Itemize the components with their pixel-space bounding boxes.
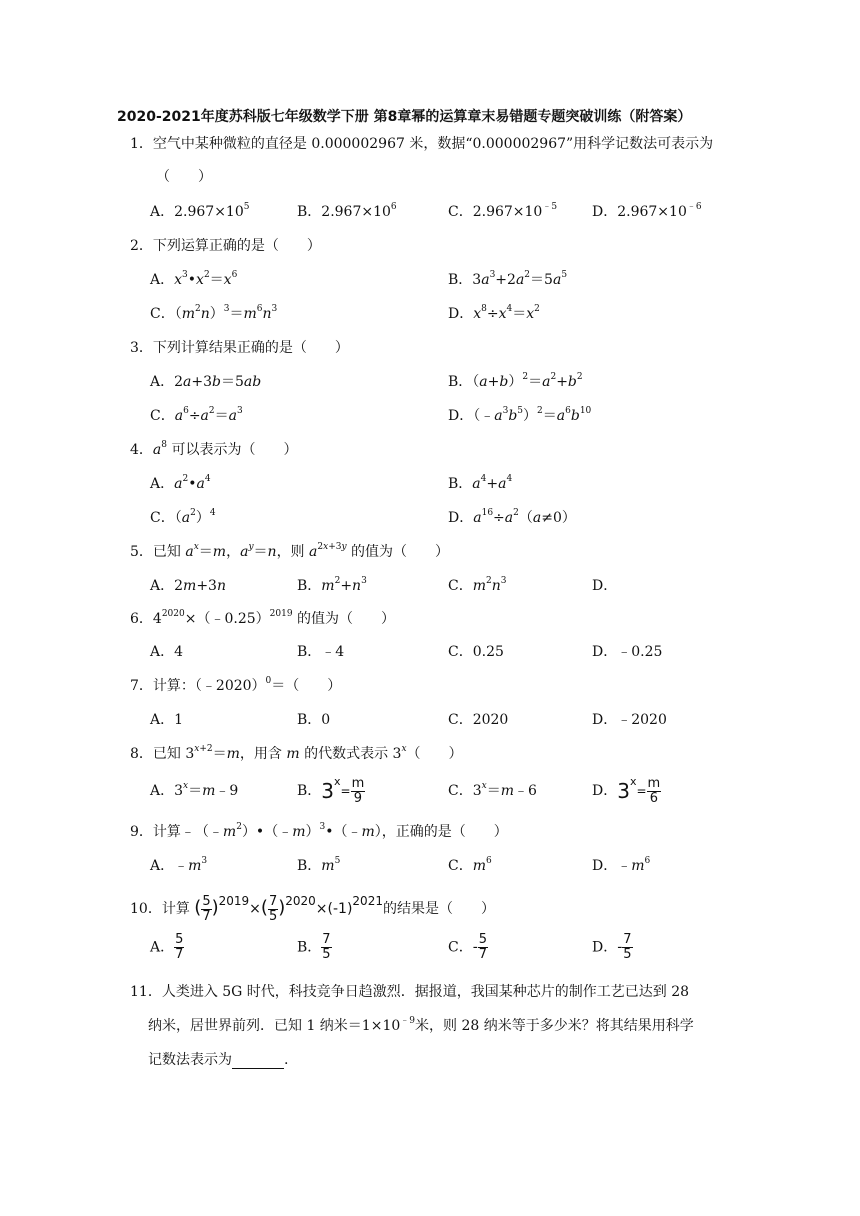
q8-option-d: D．$3^x=$ $\frac{m}{6}$: [592, 775, 661, 806]
q8-option-b: B．$3^x=$ $\frac{m}{9}$: [297, 775, 365, 806]
question-6-stem: 6．$4^{2020}\times(﹣0.25)^{2019}$ 的值为（ ）: [130, 609, 395, 627]
question-2-stem: 2．下列运算正确的是（ ）: [130, 238, 321, 254]
q7-option-d: D．﹣2020: [592, 712, 667, 728]
q6-option-d: D．﹣0.25: [592, 644, 663, 660]
q5-option-a: A．2m+3n: [150, 578, 226, 594]
answer-blank[interactable]: [232, 1054, 284, 1069]
q3-option-c: C．$a^6\div a^2=a^3$: [150, 406, 243, 424]
question-10-stem: 10．计算 ( $\frac{5}{7}$ )2019×( $\frac{7}{5}$ )2020×(-1)2021的结果是（ ）: [130, 893, 495, 924]
question-11-line-3: 记数法表示为 .: [148, 1052, 289, 1068]
question-9-stem: 9．计算$﹣(﹣m^2)•(﹣m)^3•(﹣m)$，正确的是（ ）: [130, 822, 508, 840]
question-11-line-1: 11．人类进入 5G 时代，科技竞争日趋激烈．据报道，我国某种芯片的制作工艺已达到 28: [130, 984, 690, 1000]
q2-option-b: B．$3a^3+2a^2=5a^5$: [448, 270, 568, 288]
q2-option-d: D．$x^8\div x^4=x^2$: [448, 304, 540, 322]
q6-option-b: B．﹣4: [297, 644, 345, 660]
q1-option-a: A．$2.967\times 10^5$: [150, 202, 250, 220]
q10-option-c: C．- $\frac{5}{7}$: [448, 932, 488, 962]
q4-option-c: C．$(a^2)^4$: [150, 508, 216, 526]
q3-option-d: D．$(﹣a^3b^5)^2=a^6b^{10}$: [448, 406, 592, 424]
q4-option-a: A．$a^2•a^4$: [150, 474, 211, 492]
q9-option-a: A．$﹣m^3$: [150, 856, 208, 874]
q3-option-b: B．$(a+b)^2=a^2+b^2$: [448, 372, 583, 390]
page-title: 2020-2021年度苏科版七年级数学下册 第8章幂的运算章末易错题专题突破训练（附答案）: [117, 109, 692, 125]
q10-option-d: D．- $\frac{7}{5}$: [592, 932, 632, 962]
question-7-stem: 7．计算：（﹣2020）$^0$＝（ ）: [130, 676, 342, 694]
q1-option-c: C．$2.967\times 10^{﹣5}$: [448, 202, 558, 220]
question-4-stem: 4．$a^8$ 可以表示为（ ）: [130, 440, 298, 458]
question-5-stem: 5．已知 $a^x=m$，$a^y=n$，则 $a^{2x+3y}$ 的值为（ ）: [130, 542, 450, 560]
question-8-stem: 8．已知 $3^{x+2}=m$，用含 m 的代数式表示 3$^x$（ ）: [130, 744, 463, 762]
q1-option-b: B．$2.967\times 10^6$: [297, 202, 397, 220]
question-3-stem: 3．下列计算结果正确的是（ ）: [130, 340, 349, 356]
q7-option-b: B．0: [297, 712, 331, 728]
q10-option-b: B． $\frac{7}{5}$: [297, 932, 331, 962]
q3-option-a: A．2a+3b＝5ab: [150, 374, 262, 390]
q8-option-c: C．$3^x=m﹣6$: [448, 781, 537, 799]
q2-option-a: A．$x^3•x^2=x^6$: [150, 270, 238, 288]
q9-option-d: D．$﹣m^6$: [592, 856, 651, 874]
q5-option-b: B．$m^2+n^3$: [297, 576, 367, 594]
q7-option-a: A．1: [150, 712, 184, 728]
q5-option-d: D．: [592, 578, 618, 594]
q10-option-a: A． $\frac{5}{7}$: [150, 932, 184, 962]
q7-option-c: C．2020: [448, 712, 509, 728]
q5-option-c: C．$m^2n^3$: [448, 576, 507, 594]
q4-option-b: B．$a^4+a^4$: [448, 474, 513, 492]
q9-option-c: C．$m^6$: [448, 856, 492, 874]
question-1-bracket: （ ）: [156, 169, 212, 185]
q6-option-c: C．0.25: [448, 644, 504, 660]
q2-option-c: C．$(m^2n)^3=m^6n^3$: [150, 304, 278, 322]
q1-option-d: D．$2.967\times 10^{﹣6}$: [592, 202, 702, 220]
q4-option-d: D．$a^{16}\div a^2(a\ne 0)$: [448, 508, 576, 526]
q6-option-a: A．4: [150, 644, 184, 660]
question-1-stem: 1．空气中某种微粒的直径是 0.000002967 米，数据“0.000002967”用科学记数法可表示为: [130, 136, 714, 152]
q9-option-b: B．$m^5$: [297, 856, 341, 874]
q8-option-a: A．$3^x=m﹣9$: [150, 781, 239, 799]
question-11-line-2: 纳米，居世界前列．已知 1 纳米$=1\times 10^{﹣9}$米，则 28 纳米等于多少米？将其结果用科学: [148, 1016, 694, 1034]
